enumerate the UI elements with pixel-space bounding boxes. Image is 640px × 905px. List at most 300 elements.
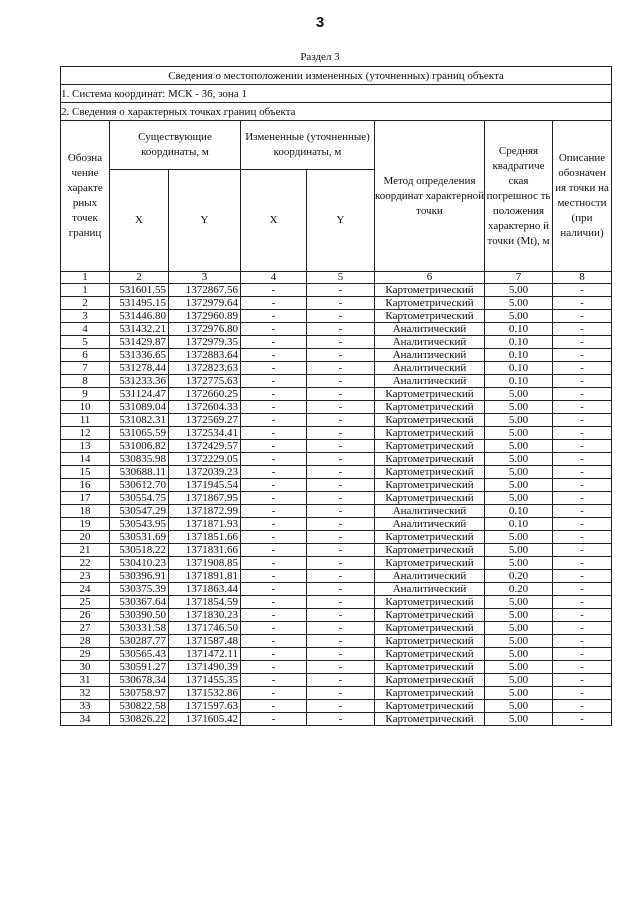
cell-error: 5.00	[485, 466, 553, 479]
cell-method: Аналитический	[375, 375, 485, 388]
cell-error: 5.00	[485, 674, 553, 687]
cell-y: 1371872.99	[169, 505, 241, 518]
cell-method: Аналитический	[375, 518, 485, 531]
cell-x-changed: -	[241, 284, 307, 297]
cell-x-changed: -	[241, 310, 307, 323]
cell-x: 530591.27	[110, 661, 169, 674]
cell-error: 5.00	[485, 531, 553, 544]
cell-description: -	[553, 310, 612, 323]
header-method: Метод определения координат характерной точки	[375, 121, 485, 272]
header-y: Y	[169, 170, 241, 272]
cell-x: 530367.64	[110, 596, 169, 609]
cell-point-number: 24	[61, 583, 110, 596]
cell-y-changed: -	[307, 414, 375, 427]
cell-x: 530822.58	[110, 700, 169, 713]
cell-x-changed: -	[241, 336, 307, 349]
cell-y-changed: -	[307, 453, 375, 466]
cell-x-changed: -	[241, 323, 307, 336]
cell-y-changed: -	[307, 310, 375, 323]
cell-method: Аналитический	[375, 323, 485, 336]
cell-x-changed: -	[241, 492, 307, 505]
cell-point-number: 16	[61, 479, 110, 492]
cell-x: 531446.80	[110, 310, 169, 323]
cell-method: Картометрический	[375, 479, 485, 492]
cell-y-changed: -	[307, 349, 375, 362]
cell-y: 1372960.89	[169, 310, 241, 323]
cell-description: -	[553, 427, 612, 440]
cell-y: 1371831.66	[169, 544, 241, 557]
cell-x-changed: -	[241, 401, 307, 414]
column-index-row	[61, 272, 612, 284]
cell-y-changed: -	[307, 557, 375, 570]
cell-x-changed: -	[241, 583, 307, 596]
cell-error: 5.00	[485, 700, 553, 713]
cell-method: Картометрический	[375, 674, 485, 687]
cell-y-changed: -	[307, 505, 375, 518]
cell-method: Аналитический	[375, 570, 485, 583]
cell-x: 531124.47	[110, 388, 169, 401]
table-row	[61, 492, 612, 505]
column-index: 8	[553, 272, 612, 284]
cell-error: 0.10	[485, 375, 553, 388]
cell-x: 530518.22	[110, 544, 169, 557]
cell-y: 1371605.42	[169, 713, 241, 726]
cell-description: -	[553, 466, 612, 479]
cell-point-number: 26	[61, 609, 110, 622]
cell-y: 1371472.11	[169, 648, 241, 661]
table-row	[61, 674, 612, 687]
table-row	[61, 544, 612, 557]
cell-x: 530287.77	[110, 635, 169, 648]
cell-error: 5.00	[485, 453, 553, 466]
table-row	[61, 661, 612, 674]
cell-y: 1372867.56	[169, 284, 241, 297]
cell-description: -	[553, 518, 612, 531]
cell-error: 5.00	[485, 544, 553, 557]
cell-y-changed: -	[307, 401, 375, 414]
cell-y-changed: -	[307, 544, 375, 557]
cell-y-changed: -	[307, 648, 375, 661]
cell-x-changed: -	[241, 388, 307, 401]
cell-y: 1371597.63	[169, 700, 241, 713]
cell-error: 5.00	[485, 687, 553, 700]
cell-description: -	[553, 349, 612, 362]
cell-error: 5.00	[485, 297, 553, 310]
cell-y: 1372979.35	[169, 336, 241, 349]
cell-point-number: 13	[61, 440, 110, 453]
cell-description: -	[553, 505, 612, 518]
page-number: 3	[315, 14, 325, 31]
header-x: X	[110, 170, 169, 272]
cell-y-changed: -	[307, 570, 375, 583]
cell-point-number: 27	[61, 622, 110, 635]
cell-y: 1372604.33	[169, 401, 241, 414]
cell-y: 1371830.23	[169, 609, 241, 622]
cell-point-number: 20	[61, 531, 110, 544]
cell-point-number: 2	[61, 297, 110, 310]
cell-point-number: 21	[61, 544, 110, 557]
cell-x-changed: -	[241, 505, 307, 518]
cell-x: 530410.23	[110, 557, 169, 570]
cell-description: -	[553, 648, 612, 661]
cell-description: -	[553, 479, 612, 492]
cell-description: -	[553, 570, 612, 583]
cell-x-changed: -	[241, 466, 307, 479]
cell-y-changed: -	[307, 531, 375, 544]
table-row	[61, 505, 612, 518]
section-label: Раздел 3	[300, 51, 340, 63]
cell-description: -	[553, 544, 612, 557]
cell-y: 1372823.63	[169, 362, 241, 375]
cell-x-changed: -	[241, 687, 307, 700]
cell-y-changed: -	[307, 622, 375, 635]
cell-x-changed: -	[241, 700, 307, 713]
cell-y-changed: -	[307, 700, 375, 713]
cell-error: 5.00	[485, 557, 553, 570]
cell-error: 0.20	[485, 570, 553, 583]
table-row	[61, 570, 612, 583]
cell-y: 1371871.93	[169, 518, 241, 531]
cell-point-number: 6	[61, 349, 110, 362]
table-row	[61, 375, 612, 388]
cell-x: 530826.22	[110, 713, 169, 726]
table-row	[61, 583, 612, 596]
cell-point-number: 29	[61, 648, 110, 661]
cell-error: 5.00	[485, 284, 553, 297]
table-row	[61, 596, 612, 609]
cell-y: 1371867.95	[169, 492, 241, 505]
cell-x-changed: -	[241, 375, 307, 388]
cell-y: 1371455.35	[169, 674, 241, 687]
cell-description: -	[553, 284, 612, 297]
cell-description: -	[553, 531, 612, 544]
cell-error: 0.10	[485, 518, 553, 531]
cell-y-changed: -	[307, 492, 375, 505]
cell-x: 530554.75	[110, 492, 169, 505]
cell-y: 1371587.48	[169, 635, 241, 648]
cell-x: 530758.97	[110, 687, 169, 700]
cell-error: 5.00	[485, 401, 553, 414]
cell-error: 5.00	[485, 492, 553, 505]
cell-description: -	[553, 440, 612, 453]
cell-error: 5.00	[485, 388, 553, 401]
table-row	[61, 323, 612, 336]
cell-description: -	[553, 583, 612, 596]
cell-x: 531432.21	[110, 323, 169, 336]
cell-method: Картометрический	[375, 596, 485, 609]
header-x2: X	[241, 170, 307, 272]
cell-description: -	[553, 687, 612, 700]
cell-description: -	[553, 713, 612, 726]
cell-point-number: 9	[61, 388, 110, 401]
cell-method: Картометрический	[375, 427, 485, 440]
table-row	[61, 557, 612, 570]
cell-y-changed: -	[307, 388, 375, 401]
table-row	[61, 453, 612, 466]
cell-point-number: 18	[61, 505, 110, 518]
cell-y: 1372429.57	[169, 440, 241, 453]
cell-x-changed: -	[241, 635, 307, 648]
table-row	[61, 440, 612, 453]
cell-y: 1371945.54	[169, 479, 241, 492]
cell-x: 530835.98	[110, 453, 169, 466]
cell-description: -	[553, 661, 612, 674]
cell-x: 531089.04	[110, 401, 169, 414]
cell-x-changed: -	[241, 453, 307, 466]
cell-x-changed: -	[241, 674, 307, 687]
cell-method: Картометрический	[375, 297, 485, 310]
cell-y-changed: -	[307, 362, 375, 375]
cell-x-changed: -	[241, 570, 307, 583]
table-row	[61, 427, 612, 440]
cell-x: 530688.11	[110, 466, 169, 479]
header-description: Описание обозначен ия точки на местности (при наличии)	[553, 121, 612, 272]
cell-point-number: 3	[61, 310, 110, 323]
cell-method: Картометрический	[375, 609, 485, 622]
cell-x-changed: -	[241, 609, 307, 622]
cell-point-number: 1	[61, 284, 110, 297]
cell-x: 530612.70	[110, 479, 169, 492]
cell-method: Аналитический	[375, 505, 485, 518]
table-row	[61, 297, 612, 310]
cell-point-number: 30	[61, 661, 110, 674]
cell-x-changed: -	[241, 622, 307, 635]
column-index: 5	[307, 272, 375, 284]
cell-x-changed: -	[241, 544, 307, 557]
cell-y-changed: -	[307, 687, 375, 700]
header-existing-coords: Существующие координаты, м	[110, 121, 241, 170]
cell-x-changed: -	[241, 531, 307, 544]
cell-x-changed: -	[241, 479, 307, 492]
cell-description: -	[553, 609, 612, 622]
cell-y: 1372979.64	[169, 297, 241, 310]
cell-error: 5.00	[485, 596, 553, 609]
cell-x-changed: -	[241, 414, 307, 427]
cell-error: 0.20	[485, 583, 553, 596]
cell-x: 531065.59	[110, 427, 169, 440]
table-title: Сведения о местоположении измененных (уточненных) границ объекта	[61, 67, 612, 85]
cell-point-number: 22	[61, 557, 110, 570]
cell-error: 5.00	[485, 648, 553, 661]
column-index: 2	[110, 272, 169, 284]
cell-x: 531429.87	[110, 336, 169, 349]
cell-point-number: 31	[61, 674, 110, 687]
cell-method: Картометрический	[375, 531, 485, 544]
table-row	[61, 284, 612, 297]
cell-y-changed: -	[307, 609, 375, 622]
cell-x-changed: -	[241, 297, 307, 310]
cell-method: Картометрический	[375, 453, 485, 466]
cell-description: -	[553, 414, 612, 427]
cell-method: Картометрический	[375, 401, 485, 414]
cell-description: -	[553, 453, 612, 466]
cell-y: 1371746.50	[169, 622, 241, 635]
cell-error: 0.10	[485, 336, 553, 349]
cell-x: 530678.34	[110, 674, 169, 687]
cell-y-changed: -	[307, 466, 375, 479]
cell-point-number: 8	[61, 375, 110, 388]
cell-description: -	[553, 388, 612, 401]
cell-y: 1372775.63	[169, 375, 241, 388]
cell-y-changed: -	[307, 713, 375, 726]
column-index: 6	[375, 272, 485, 284]
cell-x: 531336.65	[110, 349, 169, 362]
table-row	[61, 414, 612, 427]
cell-y-changed: -	[307, 635, 375, 648]
cell-error: 5.00	[485, 479, 553, 492]
cell-error: 5.00	[485, 414, 553, 427]
cell-error: 5.00	[485, 635, 553, 648]
cell-x-changed: -	[241, 427, 307, 440]
cell-description: -	[553, 375, 612, 388]
column-index: 4	[241, 272, 307, 284]
cell-x-changed: -	[241, 557, 307, 570]
cell-x: 530547.29	[110, 505, 169, 518]
table-row	[61, 700, 612, 713]
cell-x: 530390.50	[110, 609, 169, 622]
table-row	[61, 687, 612, 700]
cell-x: 530531.69	[110, 531, 169, 544]
cell-description: -	[553, 362, 612, 375]
cell-error: 0.10	[485, 505, 553, 518]
cell-point-number: 15	[61, 466, 110, 479]
cell-method: Аналитический	[375, 336, 485, 349]
cell-error: 5.00	[485, 609, 553, 622]
header-y2: Y	[307, 170, 375, 272]
cell-description: -	[553, 492, 612, 505]
cell-y: 1371490.39	[169, 661, 241, 674]
cell-error: 5.00	[485, 310, 553, 323]
table-row	[61, 648, 612, 661]
cell-description: -	[553, 622, 612, 635]
cell-method: Картометрический	[375, 648, 485, 661]
cell-y-changed: -	[307, 323, 375, 336]
table-row	[61, 531, 612, 544]
cell-error: 5.00	[485, 661, 553, 674]
cell-point-number: 10	[61, 401, 110, 414]
cell-y: 1371908.85	[169, 557, 241, 570]
table-row	[61, 336, 612, 349]
cell-method: Картометрический	[375, 388, 485, 401]
table-row	[61, 622, 612, 635]
cell-method: Картометрический	[375, 310, 485, 323]
cell-y-changed: -	[307, 661, 375, 674]
cell-y: 1372229.05	[169, 453, 241, 466]
cell-x: 530375.39	[110, 583, 169, 596]
cell-method: Картометрический	[375, 700, 485, 713]
coord-system: 1. Система координат: МСК - 36, зона 1	[61, 85, 612, 103]
cell-x: 530396.91	[110, 570, 169, 583]
cell-description: -	[553, 297, 612, 310]
cell-point-number: 5	[61, 336, 110, 349]
boundary-points-table	[60, 66, 612, 726]
cell-method: Картометрический	[375, 622, 485, 635]
cell-error: 0.10	[485, 362, 553, 375]
cell-point-number: 14	[61, 453, 110, 466]
cell-description: -	[553, 401, 612, 414]
cell-error: 5.00	[485, 622, 553, 635]
cell-x: 531278.44	[110, 362, 169, 375]
cell-x-changed: -	[241, 440, 307, 453]
cell-error: 0.10	[485, 349, 553, 362]
cell-point-number: 4	[61, 323, 110, 336]
cell-y: 1371532.86	[169, 687, 241, 700]
cell-description: -	[553, 596, 612, 609]
column-index: 1	[61, 272, 110, 284]
cell-point-number: 28	[61, 635, 110, 648]
cell-error: 0.10	[485, 323, 553, 336]
cell-x-changed: -	[241, 661, 307, 674]
column-index: 3	[169, 272, 241, 284]
cell-y-changed: -	[307, 583, 375, 596]
cell-x: 531082.31	[110, 414, 169, 427]
table-row	[61, 479, 612, 492]
cell-y-changed: -	[307, 284, 375, 297]
cell-method: Картометрический	[375, 544, 485, 557]
cell-y: 1372569.27	[169, 414, 241, 427]
cell-x: 531006.82	[110, 440, 169, 453]
cell-error: 5.00	[485, 713, 553, 726]
cell-y-changed: -	[307, 427, 375, 440]
cell-method: Картометрический	[375, 492, 485, 505]
cell-y-changed: -	[307, 518, 375, 531]
cell-x-changed: -	[241, 713, 307, 726]
table-row	[61, 466, 612, 479]
table-row	[61, 388, 612, 401]
cell-y: 1371863.44	[169, 583, 241, 596]
cell-y: 1372660.25	[169, 388, 241, 401]
cell-description: -	[553, 557, 612, 570]
cell-point-number: 7	[61, 362, 110, 375]
cell-y: 1371854.59	[169, 596, 241, 609]
cell-method: Картометрический	[375, 687, 485, 700]
cell-method: Картометрический	[375, 414, 485, 427]
cell-x-changed: -	[241, 648, 307, 661]
cell-y: 1372039.23	[169, 466, 241, 479]
cell-y-changed: -	[307, 596, 375, 609]
table-row	[61, 713, 612, 726]
cell-description: -	[553, 700, 612, 713]
cell-x-changed: -	[241, 596, 307, 609]
header-error: Средняя квадратиче ская погрешнос ть положения характерно й точки (Mt), м	[485, 121, 553, 272]
cell-point-number: 17	[61, 492, 110, 505]
cell-method: Картометрический	[375, 557, 485, 570]
cell-method: Аналитический	[375, 349, 485, 362]
cell-y-changed: -	[307, 297, 375, 310]
table-row	[61, 635, 612, 648]
header-point-designation: Обозна чение характе рных точек границ	[61, 121, 110, 272]
cell-y-changed: -	[307, 674, 375, 687]
cell-point-number: 33	[61, 700, 110, 713]
cell-x: 530543.95	[110, 518, 169, 531]
points-caption: 2. Сведения о характерных точках границ объекта	[61, 103, 612, 121]
cell-point-number: 11	[61, 414, 110, 427]
cell-point-number: 34	[61, 713, 110, 726]
cell-y: 1371851.66	[169, 531, 241, 544]
table-row	[61, 310, 612, 323]
cell-description: -	[553, 336, 612, 349]
cell-method: Картометрический	[375, 635, 485, 648]
cell-y: 1372883.64	[169, 349, 241, 362]
cell-method: Аналитический	[375, 362, 485, 375]
cell-y-changed: -	[307, 479, 375, 492]
cell-description: -	[553, 323, 612, 336]
cell-x: 531495.15	[110, 297, 169, 310]
cell-method: Картометрический	[375, 440, 485, 453]
cell-description: -	[553, 674, 612, 687]
cell-description: -	[553, 635, 612, 648]
header-changed-coords: Измененные (уточненные) координаты, м	[241, 121, 375, 170]
